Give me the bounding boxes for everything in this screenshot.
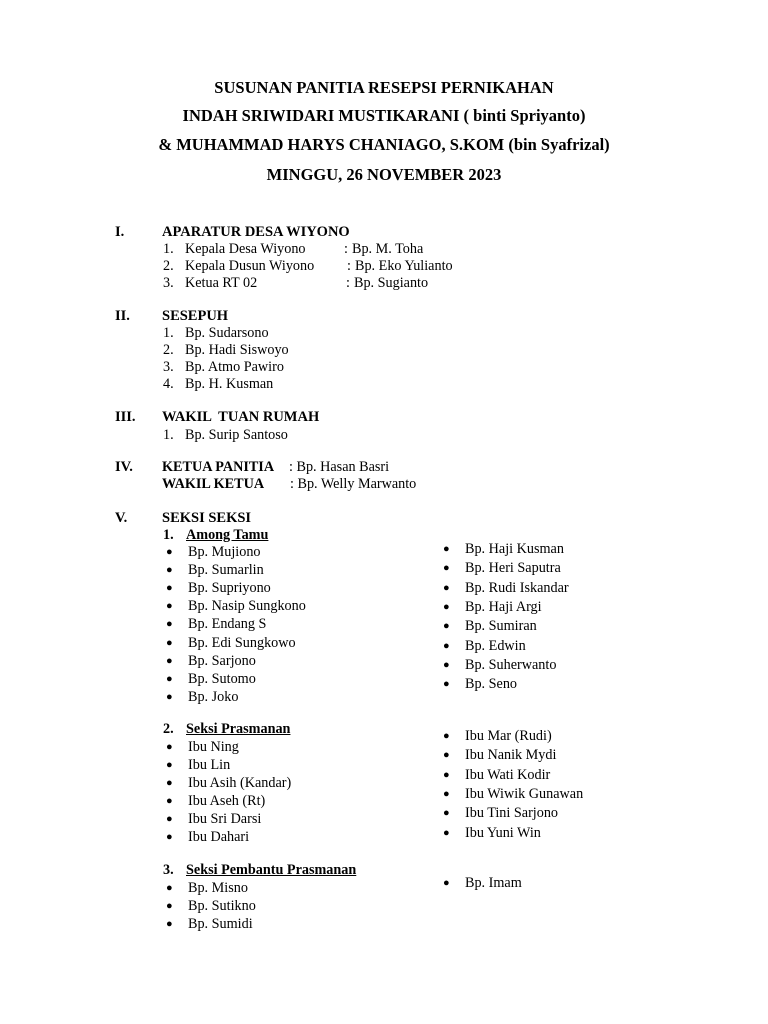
list-item: Bp. Nasip Sungkono (188, 598, 306, 615)
ketua-panitia-value: : Bp. Hasan Basri (289, 459, 390, 475)
list-number: 2. (163, 258, 174, 274)
list-item: Bp. Joko (188, 688, 239, 705)
bullet-icon: ● (166, 830, 173, 843)
list-number: 3. (163, 359, 174, 375)
list-item: Ibu Asih (Kandar) (188, 774, 292, 791)
subsection-title-pembantu-prasmanan: Seksi Pembantu Prasmanan (186, 862, 357, 878)
list-item: Bp. Mujiono (188, 544, 261, 560)
list-item: Bp. Supriyono (188, 580, 271, 597)
list-item: Bp. Sumarlin (188, 562, 264, 579)
list-item: Ibu Ning (188, 739, 239, 755)
role-person: Bp. Eko Yulianto (355, 258, 453, 274)
doc-title-line-2: INDAH SRIWIDARI MUSTIKARANI ( binti Spriyanto) (182, 106, 586, 125)
bullet-icon: ● (443, 787, 450, 800)
list-item: Ibu Nanik Mydi (465, 747, 557, 764)
ketua-panitia-label: KETUA PANITIA (162, 459, 275, 475)
list-item: Bp. Sutikno (188, 897, 256, 914)
section-2-number: II. (115, 308, 130, 324)
bullet-icon: ● (443, 658, 450, 671)
role-person: Bp. M. Toha (352, 241, 424, 257)
list-item: Bp. Endang S (188, 616, 267, 633)
list-number: 1. (163, 325, 174, 341)
doc-title-line-3: & MUHAMMAD HARYS CHANIAGO, S.KOM (bin Syafrizal) (158, 135, 610, 154)
list-item: Bp. Misno (188, 880, 248, 896)
bullet-icon: ● (166, 636, 173, 649)
list-item: Bp. Rudi Iskandar (465, 579, 569, 596)
list-number: 1. (163, 427, 174, 443)
bullet-icon: ● (166, 654, 173, 667)
section-1-title: APARATUR DESA WIYONO (162, 224, 350, 240)
list-item: Ibu Dahari (188, 828, 250, 845)
wakil-ketua-label: WAKIL KETUA (162, 476, 265, 492)
role-label: Kepala Desa Wiyono (185, 241, 306, 257)
doc-title-date: MINGGU, 26 NOVEMBER 2023 (266, 165, 502, 184)
list-item: Ibu Aseh (Rt) (188, 792, 266, 809)
bullet-icon: ● (443, 639, 450, 652)
role-person: Bp. Sugianto (354, 275, 429, 291)
role-label: Kepala Dusun Wiyono (185, 258, 315, 274)
bullet-icon: ● (166, 882, 173, 894)
bullet-icon: ● (166, 582, 173, 595)
bullet-icon: ● (443, 581, 450, 594)
list-item: Ibu Yuni Win (465, 824, 541, 841)
list-number: 4. (163, 376, 174, 392)
list-item: Bp. Hadi Siswoyo (185, 342, 289, 358)
bullet-icon: ● (166, 618, 173, 631)
list-item: Bp. Edi Sungkowo (188, 634, 296, 651)
bullet-icon: ● (166, 546, 173, 558)
section-5-title: SEKSI SEKSI (162, 510, 252, 526)
list-number: 1. (163, 241, 174, 257)
subsection-title-prasmanan: Seksi Prasmanan (186, 721, 291, 737)
list-number: 2. (163, 342, 174, 358)
list-number: 3. (163, 275, 174, 291)
bullet-icon: ● (166, 794, 173, 807)
role-separator: : (347, 258, 351, 274)
list-item: Bp. Imam (465, 875, 522, 891)
bullet-icon: ● (166, 758, 173, 771)
list-item: Ibu Sri Darsi (188, 810, 262, 827)
bullet-icon: ● (166, 812, 173, 825)
list-item: Bp. H. Kusman (185, 376, 274, 392)
list-item: Ibu Lin (188, 756, 231, 773)
subsection-number: 3. (163, 862, 174, 878)
subsection-number: 1. (163, 527, 174, 543)
section-3-number: III. (115, 409, 136, 425)
bullet-icon: ● (443, 678, 450, 691)
bullet-icon: ● (443, 543, 450, 555)
list-item: Ibu Tini Sarjono (465, 805, 559, 822)
list-item: Bp. Haji Argi (465, 598, 542, 615)
role-separator: : (344, 241, 348, 257)
bullet-icon: ● (443, 877, 450, 889)
list-item: Bp. Sumidi (188, 915, 253, 932)
list-item: Bp. Sarjono (188, 652, 256, 669)
bullet-icon: ● (443, 730, 450, 742)
section-1-number: I. (115, 224, 125, 240)
list-item: Bp. Edwin (465, 637, 526, 654)
list-item: Ibu Wati Kodir (465, 766, 551, 783)
doc-title-line-1: SUSUNAN PANITIA RESEPSI PERNIKAHAN (214, 78, 554, 97)
bullet-icon: ● (166, 672, 173, 685)
list-item: Bp. Heri Saputra (465, 560, 561, 577)
section-2-title: SESEPUH (162, 308, 229, 324)
bullet-icon: ● (166, 899, 173, 912)
section-3-title: WAKIL TUAN RUMAH (162, 409, 320, 425)
list-item: Ibu Mar (Rudi) (465, 728, 552, 744)
bullet-icon: ● (443, 749, 450, 762)
bullet-icon: ● (166, 564, 173, 577)
list-item: Bp. Sutomo (188, 670, 256, 687)
section-4-number: IV. (115, 459, 133, 475)
list-item: Bp. Atmo Pawiro (185, 359, 284, 375)
bullet-icon: ● (443, 600, 450, 613)
section-5-number: V. (115, 510, 128, 526)
subsection-title-among-tamu: Among Tamu (186, 527, 269, 543)
list-item: Bp. Haji Kusman (465, 541, 564, 557)
list-item: Bp. Surip Santoso (185, 427, 288, 443)
subsection-number: 2. (163, 721, 174, 737)
bullet-icon: ● (166, 917, 173, 930)
bullet-icon: ● (443, 807, 450, 820)
bullet-icon: ● (166, 741, 173, 753)
list-item: Bp. Seno (465, 676, 518, 693)
bullet-icon: ● (443, 826, 450, 839)
bullet-icon: ● (443, 768, 450, 781)
bullet-icon: ● (166, 690, 173, 703)
list-item: Bp. Sumiran (465, 618, 537, 635)
list-item: Bp. Sudarsono (185, 325, 269, 341)
role-label: Ketua RT 02 (185, 275, 258, 291)
list-item: Bp. Suherwanto (465, 656, 557, 673)
role-separator: : (346, 275, 350, 291)
wakil-ketua-value: : Bp. Welly Marwanto (290, 476, 417, 492)
bullet-icon: ● (166, 600, 173, 613)
list-item: Ibu Wiwik Gunawan (465, 785, 584, 802)
bullet-icon: ● (443, 620, 450, 633)
bullet-icon: ● (166, 776, 173, 789)
bullet-icon: ● (443, 562, 450, 575)
